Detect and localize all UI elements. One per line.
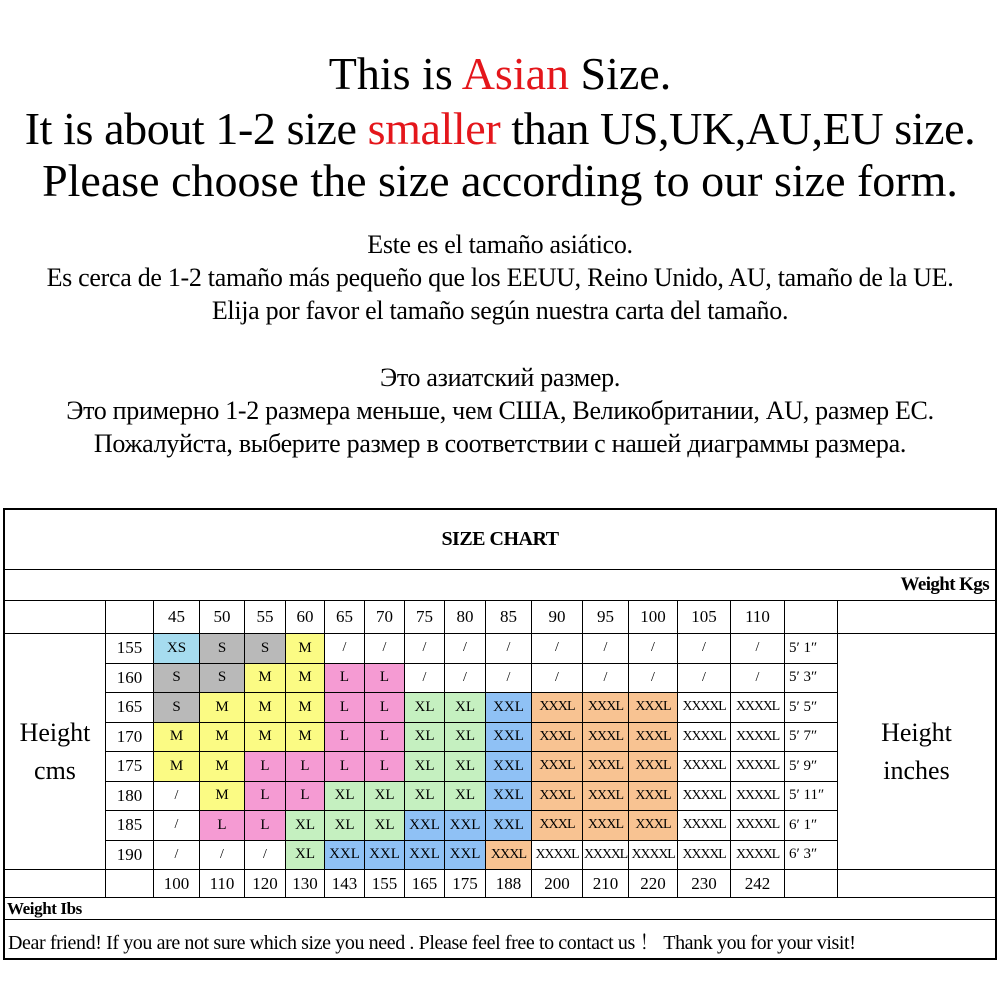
size-cell: XXXXL xyxy=(731,811,785,841)
size-cell: M xyxy=(200,782,245,812)
weight-kg-header: 110 xyxy=(731,601,785,634)
weight-lbs-cell: 143 xyxy=(325,870,365,898)
size-cell: XL xyxy=(325,811,365,841)
size-cell: XXXXL xyxy=(731,782,785,812)
weight-lbs-cell: 120 xyxy=(245,870,286,898)
size-cell: / xyxy=(405,634,445,664)
height-cm-cell: 185 xyxy=(106,811,154,841)
height-cm-cell: 165 xyxy=(106,693,154,723)
size-cell: XL xyxy=(405,723,445,753)
size-cell: / xyxy=(583,664,629,694)
size-cell: / xyxy=(731,664,785,694)
height-inch-cell: 6′ 1″ xyxy=(785,811,838,841)
height-inch-cell: 5′ 7″ xyxy=(785,723,838,753)
size-cell: XXXXL xyxy=(678,693,731,723)
headline-2-text-end: than US,UK,AU,EU size. xyxy=(500,103,976,154)
size-cell: L xyxy=(245,811,286,841)
spanish-line-1: Este es el tamaño asiático. xyxy=(367,230,633,259)
weight-kg-header: 65 xyxy=(325,601,365,634)
height-inches-label xyxy=(838,634,995,870)
weight-kg-header: 100 xyxy=(629,601,678,634)
size-cell: M xyxy=(200,693,245,723)
size-cell: XXXL xyxy=(532,723,583,753)
size-cell: S xyxy=(200,664,245,694)
size-cell: XXXL xyxy=(629,723,678,753)
size-cell: XXXXL xyxy=(731,752,785,782)
blank-cell xyxy=(106,870,154,898)
blank-cell xyxy=(5,601,106,634)
weight-kg-header: 85 xyxy=(486,601,532,634)
size-cell: XXXL xyxy=(532,752,583,782)
weight-lbs-cell: 175 xyxy=(445,870,486,898)
size-cell: XXXL xyxy=(583,811,629,841)
spanish-line-2: Es cerca de 1-2 tamaño más pequeño que los EEUU, Reino Unido, AU, tamaño de la UE. xyxy=(46,263,954,292)
headline-1-highlight: Asian xyxy=(461,48,570,99)
height-inch-cell: 5′ 5″ xyxy=(785,693,838,723)
size-cell: XXXXL xyxy=(678,811,731,841)
weight-lbs-cell: 165 xyxy=(405,870,445,898)
size-chart-title: SIZE CHART xyxy=(441,528,559,550)
blank-cell xyxy=(106,601,154,634)
size-cell: / xyxy=(583,634,629,664)
size-cell: XXXL xyxy=(583,723,629,753)
headline-1-text: This is xyxy=(328,48,462,99)
weight-kg-header: 70 xyxy=(365,601,405,634)
size-cell: XL xyxy=(325,782,365,812)
size-cell: / xyxy=(245,841,286,871)
size-cell: / xyxy=(365,634,405,664)
size-cell: M xyxy=(245,664,286,694)
size-cell: S xyxy=(245,634,286,664)
size-cell: L xyxy=(365,693,405,723)
size-cell: XXL xyxy=(486,693,532,723)
size-cell: XXXL xyxy=(583,693,629,723)
size-cell: XXXL xyxy=(583,752,629,782)
size-cell: XXL xyxy=(486,752,532,782)
height-cm-cell: 175 xyxy=(106,752,154,782)
size-cell: M xyxy=(200,752,245,782)
height-cm-cell: 160 xyxy=(106,664,154,694)
size-cell: M xyxy=(245,693,286,723)
height-cms-label-line-1: Height xyxy=(19,717,91,747)
headline-2-text: It is about 1-2 size xyxy=(24,103,368,154)
height-inch-cell: 5′ 1″ xyxy=(785,634,838,664)
size-cell: / xyxy=(678,664,731,694)
size-cell: / xyxy=(629,634,678,664)
height-cms-label-line-2: cms xyxy=(34,755,76,785)
size-cell: XL xyxy=(405,782,445,812)
russian-line-1: Это азиатский размер. xyxy=(379,363,621,392)
headline-2-highlight: smaller xyxy=(367,103,501,154)
headline-line-1 xyxy=(0,45,1000,103)
weight-lbs-cell: 100 xyxy=(154,870,200,898)
weight-kg-header: 75 xyxy=(405,601,445,634)
size-cell: / xyxy=(486,634,532,664)
size-cell: XXL xyxy=(486,811,532,841)
height-inch-cell: 5′ 9″ xyxy=(785,752,838,782)
size-cell: / xyxy=(678,634,731,664)
headline-line-3: Please choose the size according to our size form. xyxy=(42,155,958,206)
size-cell: XXXXL xyxy=(678,841,731,871)
size-cell: M xyxy=(286,664,325,694)
size-chart xyxy=(3,508,997,960)
size-cell: XXXL xyxy=(629,752,678,782)
size-cell: S xyxy=(200,634,245,664)
size-cell: XL xyxy=(445,693,486,723)
height-cm-cell: 170 xyxy=(106,723,154,753)
size-cell: XXXL xyxy=(629,811,678,841)
size-cell: XXXXL xyxy=(731,723,785,753)
weight-lbs-label: Weight Ibs xyxy=(7,899,82,918)
size-cell: / xyxy=(486,664,532,694)
weight-kg-header: 50 xyxy=(200,601,245,634)
weight-lbs-cell: 130 xyxy=(286,870,325,898)
weight-lbs-cell: 155 xyxy=(365,870,405,898)
size-cell: / xyxy=(629,664,678,694)
size-cell: XXL xyxy=(486,782,532,812)
size-cell: XXXL xyxy=(629,693,678,723)
size-cell: L xyxy=(365,752,405,782)
size-cell: / xyxy=(154,841,200,871)
size-cell: XS xyxy=(154,634,200,664)
size-cell: L xyxy=(245,782,286,812)
weight-lbs-cell: 110 xyxy=(200,870,245,898)
size-cell: XXXXL xyxy=(678,723,731,753)
blank-cell xyxy=(838,870,995,898)
weight-lbs-cell: 220 xyxy=(629,870,678,898)
size-cell: L xyxy=(325,664,365,694)
size-cell: XXXXL xyxy=(583,841,629,871)
weight-lbs-cell: 210 xyxy=(583,870,629,898)
size-cell: L xyxy=(365,723,405,753)
weight-lbs-cell: 200 xyxy=(532,870,583,898)
weight-kg-header: 105 xyxy=(678,601,731,634)
weight-lbs-cell: 188 xyxy=(486,870,532,898)
size-cell: M xyxy=(245,723,286,753)
size-cell: L xyxy=(200,811,245,841)
size-cell: XXL xyxy=(365,841,405,871)
size-cell: XXXXL xyxy=(678,782,731,812)
headline-line-2 xyxy=(0,100,1000,158)
size-cell: L xyxy=(325,752,365,782)
size-cell: XXXXL xyxy=(532,841,583,871)
size-cell: XXXL xyxy=(486,841,532,871)
size-cell: / xyxy=(154,782,200,812)
height-inch-cell: 5′ 3″ xyxy=(785,664,838,694)
footer-note: Dear friend! If you are not sure which size you need . Please feel free to contact us ！ Thank you for your visit! xyxy=(8,932,856,954)
size-cell: / xyxy=(405,664,445,694)
size-cell: M xyxy=(286,723,325,753)
size-cell: XXXXL xyxy=(678,752,731,782)
height-inch-cell: 6′ 3″ xyxy=(785,841,838,871)
size-cell: S xyxy=(154,693,200,723)
size-cell: / xyxy=(731,634,785,664)
blank-cell xyxy=(5,870,106,898)
blank-cell xyxy=(785,601,838,634)
weight-kg-header: 45 xyxy=(154,601,200,634)
size-cell: XL xyxy=(445,752,486,782)
size-cell: M xyxy=(286,693,325,723)
size-cell: / xyxy=(532,664,583,694)
weight-kg-header: 80 xyxy=(445,601,486,634)
size-cell: XXL xyxy=(405,811,445,841)
size-cell: XXXL xyxy=(532,782,583,812)
blank-cell xyxy=(838,601,995,634)
size-cell: L xyxy=(365,664,405,694)
size-cell: M xyxy=(154,723,200,753)
size-cell: M xyxy=(154,752,200,782)
height-cms-label xyxy=(5,634,106,870)
weight-lbs-cell: 242 xyxy=(731,870,785,898)
height-inch-cell: 5′ 11″ xyxy=(785,782,838,812)
size-cell: XL xyxy=(405,752,445,782)
blank-cell xyxy=(785,870,838,898)
size-cell: S xyxy=(154,664,200,694)
size-cell: XL xyxy=(286,811,325,841)
size-chart-title-bar xyxy=(5,510,995,570)
height-cm-cell: 180 xyxy=(106,782,154,812)
size-cell: XL xyxy=(286,841,325,871)
size-cell: L xyxy=(325,693,365,723)
size-cell: XXXL xyxy=(629,782,678,812)
size-cell: XXL xyxy=(325,841,365,871)
size-cell: XXXL xyxy=(532,811,583,841)
weight-kgs-label: Weight Kgs xyxy=(900,574,989,595)
size-cell: XXXXL xyxy=(731,693,785,723)
russian-line-3: Пожалуйста, выберите размер в соответствии с нашей диаграммы размера. xyxy=(93,429,907,458)
size-cell: / xyxy=(325,634,365,664)
size-cell: XXXL xyxy=(583,782,629,812)
size-cell: M xyxy=(200,723,245,753)
size-cell: / xyxy=(154,811,200,841)
size-cell: XL xyxy=(445,723,486,753)
size-cell: XXXXL xyxy=(629,841,678,871)
weight-kg-header: 60 xyxy=(286,601,325,634)
size-cell: L xyxy=(286,782,325,812)
size-cell: / xyxy=(200,841,245,871)
size-cell: XXL xyxy=(445,811,486,841)
size-cell: XXL xyxy=(405,841,445,871)
weight-kgs-bar xyxy=(5,570,995,601)
height-cm-cell: 155 xyxy=(106,634,154,664)
size-cell: L xyxy=(325,723,365,753)
height-inches-label-line-2: inches xyxy=(883,755,950,785)
weight-kg-header: 90 xyxy=(532,601,583,634)
height-cm-cell: 190 xyxy=(106,841,154,871)
spanish-line-3: Elija por favor el tamaño según nuestra carta del tamaño. xyxy=(211,296,789,325)
size-cell: XL xyxy=(365,811,405,841)
size-cell: XL xyxy=(365,782,405,812)
size-cell: XL xyxy=(405,693,445,723)
size-cell: L xyxy=(245,752,286,782)
weight-kg-header: 95 xyxy=(583,601,629,634)
size-cell: XXXXL xyxy=(731,841,785,871)
size-cell: / xyxy=(532,634,583,664)
size-cell: / xyxy=(445,634,486,664)
size-cell: XXXL xyxy=(532,693,583,723)
footer-divider xyxy=(5,919,995,920)
size-cell: / xyxy=(445,664,486,694)
headline-1-text-end: Size. xyxy=(569,48,672,99)
weight-kg-header: 55 xyxy=(245,601,286,634)
size-cell: L xyxy=(286,752,325,782)
russian-line-2: Это примерно 1-2 размера меньше, чем США, Великобритании, AU, размер ЕС. xyxy=(66,396,934,425)
size-cell: M xyxy=(286,634,325,664)
height-inches-label-line-1: Height xyxy=(881,717,952,747)
size-cell: XXL xyxy=(486,723,532,753)
weight-lbs-cell: 230 xyxy=(678,870,731,898)
size-cell: XL xyxy=(445,782,486,812)
size-cell: XXL xyxy=(445,841,486,871)
